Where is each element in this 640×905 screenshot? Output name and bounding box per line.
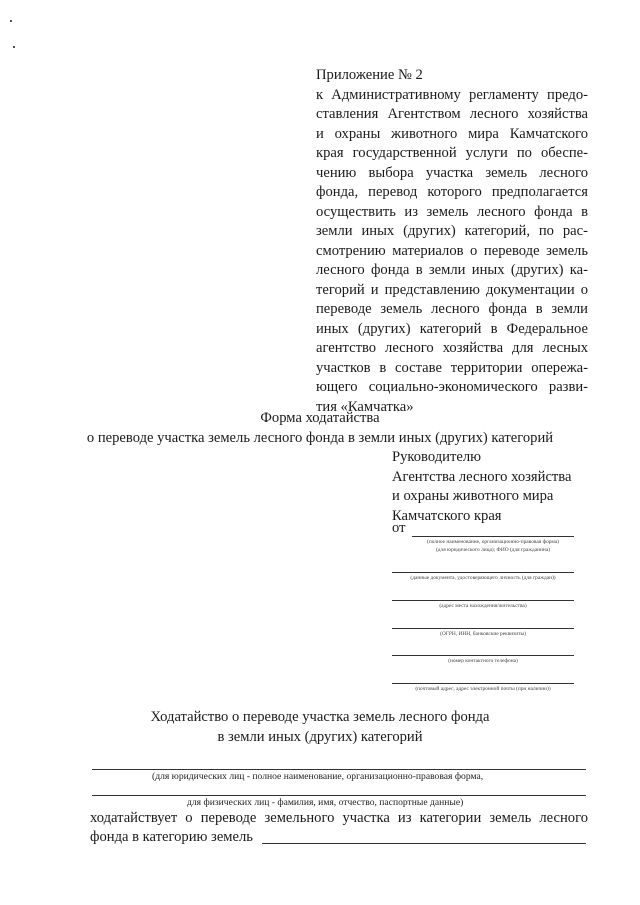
- addressee-line: Агентства лесного хозяйства: [392, 468, 572, 485]
- appendix-line: осуществить из земель лесного фонда в: [316, 203, 588, 220]
- appendix-line: ставления Агентством лесного хозяйства: [316, 106, 588, 122]
- field-caption: (ОГРН, ИНН, банковские реквизиты): [440, 631, 526, 637]
- scan-mark: [10, 20, 12, 22]
- applicant-id-field[interactable]: [392, 572, 574, 573]
- petitioner-caption-1: (для юридических лиц - полное наименование, организационно-правовая форма,: [152, 771, 484, 782]
- appendix-heading: Приложение № 2: [316, 67, 423, 83]
- addressee-line: Руководителю: [392, 449, 482, 465]
- field-caption: (данные документа, удостоверяющего личность (для граждан)): [410, 575, 556, 581]
- applicant-phone-field[interactable]: [392, 655, 574, 656]
- petition-title: [0, 707, 640, 747]
- addressee-line: Камчатского края: [392, 507, 502, 524]
- appendix-line: края государственной услуги по обеспе-: [316, 145, 588, 161]
- appendix-line: к Административному регламенту предо-: [316, 86, 588, 103]
- petition-title-line2: в земли иных (других) категорий: [217, 729, 423, 745]
- appendix-line: и охраны животного мира Камчатского: [316, 125, 588, 142]
- appendix-line: смотрению материалов о переводе земель: [316, 242, 588, 259]
- appendix-line: земли иных (других) категорий, по рас-: [316, 223, 588, 239]
- field-caption: (почтовый адрес, адрес электронной почты (при наличии)): [415, 686, 551, 692]
- addressee-block: [392, 448, 602, 526]
- appendix-line: тегорий и представлению документации о: [316, 281, 588, 298]
- from-label: от: [392, 520, 406, 536]
- appendix-line: иных (других) категорий в Федеральное: [316, 320, 588, 337]
- petition-title-line1: Ходатайство о переводе участка земель лесного фонда: [150, 709, 490, 725]
- applicant-requisites-field[interactable]: [392, 628, 574, 629]
- field-caption: (адрес места нахождения/жительства): [439, 603, 527, 609]
- field-caption: (полное наименование, организационно-правовая форма): [427, 539, 559, 545]
- appendix-line: чению выбора участка земель лесного: [316, 164, 588, 181]
- appendix-line: тия «Камчатка»: [316, 398, 414, 415]
- petitioner-caption-2: для физических лиц - фамилия, имя, отчество, паспортные данные): [187, 797, 464, 808]
- petition-body-line2: фонда в категорию земель: [90, 829, 253, 845]
- appendix-line: агентство лесного хозяйства для лесных: [316, 340, 588, 356]
- petitioner-field-1[interactable]: [92, 769, 586, 770]
- applicant-email-field[interactable]: [392, 683, 574, 684]
- scan-mark: [13, 46, 15, 48]
- applicant-address-field[interactable]: [392, 600, 574, 601]
- appendix-line: фонда, перевод которого предполагается: [316, 184, 588, 200]
- addressee-line: и охраны животного мира: [392, 488, 554, 504]
- field-caption: (для юридического лица); ФИО (для гражданина): [435, 547, 551, 553]
- form-title-line2: о переводе участка земель лесного фонда в земли иных (других) категорий: [86, 430, 554, 446]
- field-caption: (номер контактного телефона): [448, 658, 518, 664]
- target-category-field[interactable]: [262, 843, 586, 844]
- appendix-line: ющего социально-экономического разви-: [316, 379, 588, 395]
- appendix-line: лесного фонда в земли иных (других) ка-: [316, 262, 588, 278]
- applicant-name-field[interactable]: [412, 536, 574, 537]
- form-title: [0, 408, 640, 448]
- petitioner-field-2[interactable]: [92, 795, 586, 796]
- petition-body-line1: ходатайствует о переводе земельного участка из категории земель лесного: [90, 810, 588, 826]
- appendix-line: переводе земель лесного фонда в земли: [316, 301, 588, 317]
- appendix-line: участков в составе территории опережа-: [316, 359, 588, 376]
- appendix-block: [316, 66, 588, 417]
- form-title-line1: Форма ходатайства: [260, 410, 380, 426]
